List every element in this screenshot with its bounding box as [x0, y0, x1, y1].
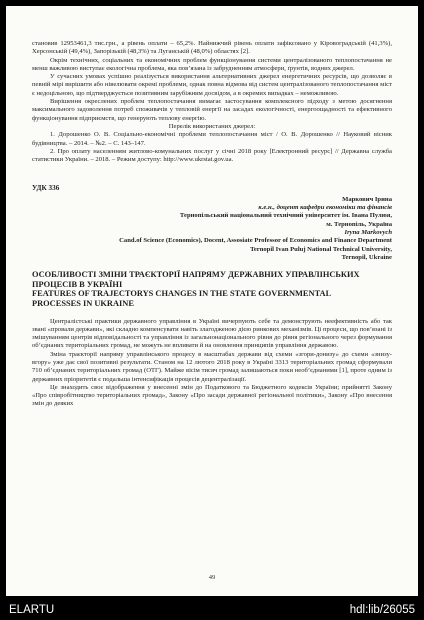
- body-paragraph: Зміна траєкторії напряму управлінського процесу в масштабах держави від схеми «згори-донизу» до схеми «знизу-вгору» уже дає свої позитивні результати. Станом на 12 лютого 2018 року в Україні 3313 територіальних громад сформували 710 об’єднаних територіальних громад (ОТГ). Майже вісім тисяч громад залишаються поки необ’єднаними [1], проте одним із державних пріоритетів є подальша інтенсифікація процесів децентралізації.: [32, 350, 392, 383]
- city-en: Ternopil, Ukraine: [341, 253, 392, 261]
- body-paragraph: Централістські практики державного управління в Україні вичерпують себе та демонструють неефективність або так звані «провали держави», які складно компенсувати навіть злагодженою дією ринкових механізмів. Ці процеси, що пов’язані із змішуванням центрів відповідальності та управління із загальнонаціонального рівня до рівня регіонального через формування об’єднаних територіальних громад, не можуть не впливати й на оновлення принципів управління державою.: [32, 317, 392, 350]
- references-heading: Перелік використаних джерел:: [168, 122, 256, 130]
- paragraph: Вирішення окреслених проблем теплопостачання вимагає застосування комплексного підходу з метою досягнення максимального задоволення потреб споживачів у тепловій енергії на засадах екологічності, енергоощадності та ефективного функціонування підприємств, що генерують теплову енергію.: [32, 98, 392, 122]
- author-name-en: Iryna Markovych: [344, 228, 392, 236]
- footer-bar: [0, 596, 424, 620]
- article-title-en-line2: PROCESSES IN UKRAINE: [32, 298, 134, 308]
- author-position-en: Cand.of Science (Economics), Docent, Assosiate Professor of Economics and Finance Department: [119, 237, 392, 245]
- handle-label: hdl:lib/26055: [349, 604, 415, 616]
- document-page: [6, 6, 418, 596]
- paragraph: становив 12953461,3 тис.грн., а рівень оплати – 65,2%. Найнижчий рівень оплати зафіксовано у Кіровоградській (41,3%), Херсонській (49,4%), Запорізькій (48,3%) та Луганській (48,0%) областях [2].: [32, 40, 392, 56]
- university-ua: Тернопільський національний технічний університет ім. Івана Пулюя,: [179, 212, 392, 220]
- body-paragraph: Це знаходить своє відображення у внесенні змін до Податкового та Бюджетного кодексів України; прийнятті Закону «Про співробітництво територіальних громад», Закону «Про засади державної регіональної політики», Закону «Про внесення змін до деяких: [32, 383, 392, 408]
- author-name-ua: Маркович Ірина: [342, 195, 392, 203]
- university-en: Ternopil Ivan Puluj National Technical University,: [250, 245, 392, 253]
- repository-label: ELARTU: [9, 604, 55, 616]
- reference-item: 1. Дорошенко О. В. Соціально-економічні проблеми теплопостачання міст / О. В. Дорошенко // Науковий вісник будівництва. – 2014. – №2. – С. 143–147.: [32, 131, 392, 147]
- article-title-ua-line2: ПРОЦЕСІВ В УКРАЇНІ: [32, 279, 123, 289]
- paragraph: У сучасних умовах успішно реалізується використання альтернативних джерел енергетичних ресурсів, що дозволяє в певній мірі вирішити або нівелювати окремі проблеми, однак повна відмова від систем централізованого теплопостачання міст є недоцільною, що підтверджується позитивним зарубіжним досвідом, а в окремих випадках – неможливою.: [32, 73, 392, 97]
- article-title-ua: ОСОБЛИВОСТІ ЗМІНИ ТРАЄКТОРІЇ НАПРЯМУ ДЕРЖАВНИХ УПРАВЛІНСЬКИХ: [32, 270, 360, 280]
- article-title-en: FEATURES OF TRAJECTORYS CHANGES IN THE STATE GOVERNMENTAL: [32, 289, 332, 299]
- author-position-ua: к.е.н., доцент кафедри економіки та фінансів: [258, 204, 392, 212]
- page-content: [32, 40, 392, 409]
- reference-item: 2. Про оплату населенням житлово-комунальних послуг у січні 2018 року [Електронний ресурс] // Державна служба статистики України. – 2018. – Режим доступу: http://www.ukrstat.gov.ua.: [32, 147, 392, 164]
- city-ua: м. Тернопіль, Україна: [326, 220, 392, 228]
- udk-code: УДК 336: [32, 184, 60, 193]
- paragraph: Окрім технічних, соціальних та економічних проблем функціонування системи централізованого теплопостачання не менш важливою виступає екологічна проблема, яка пов’язана із забрудненням атмосфери, ґрунтів, водних джерел.: [32, 56, 392, 72]
- page-number: 49: [208, 574, 216, 581]
